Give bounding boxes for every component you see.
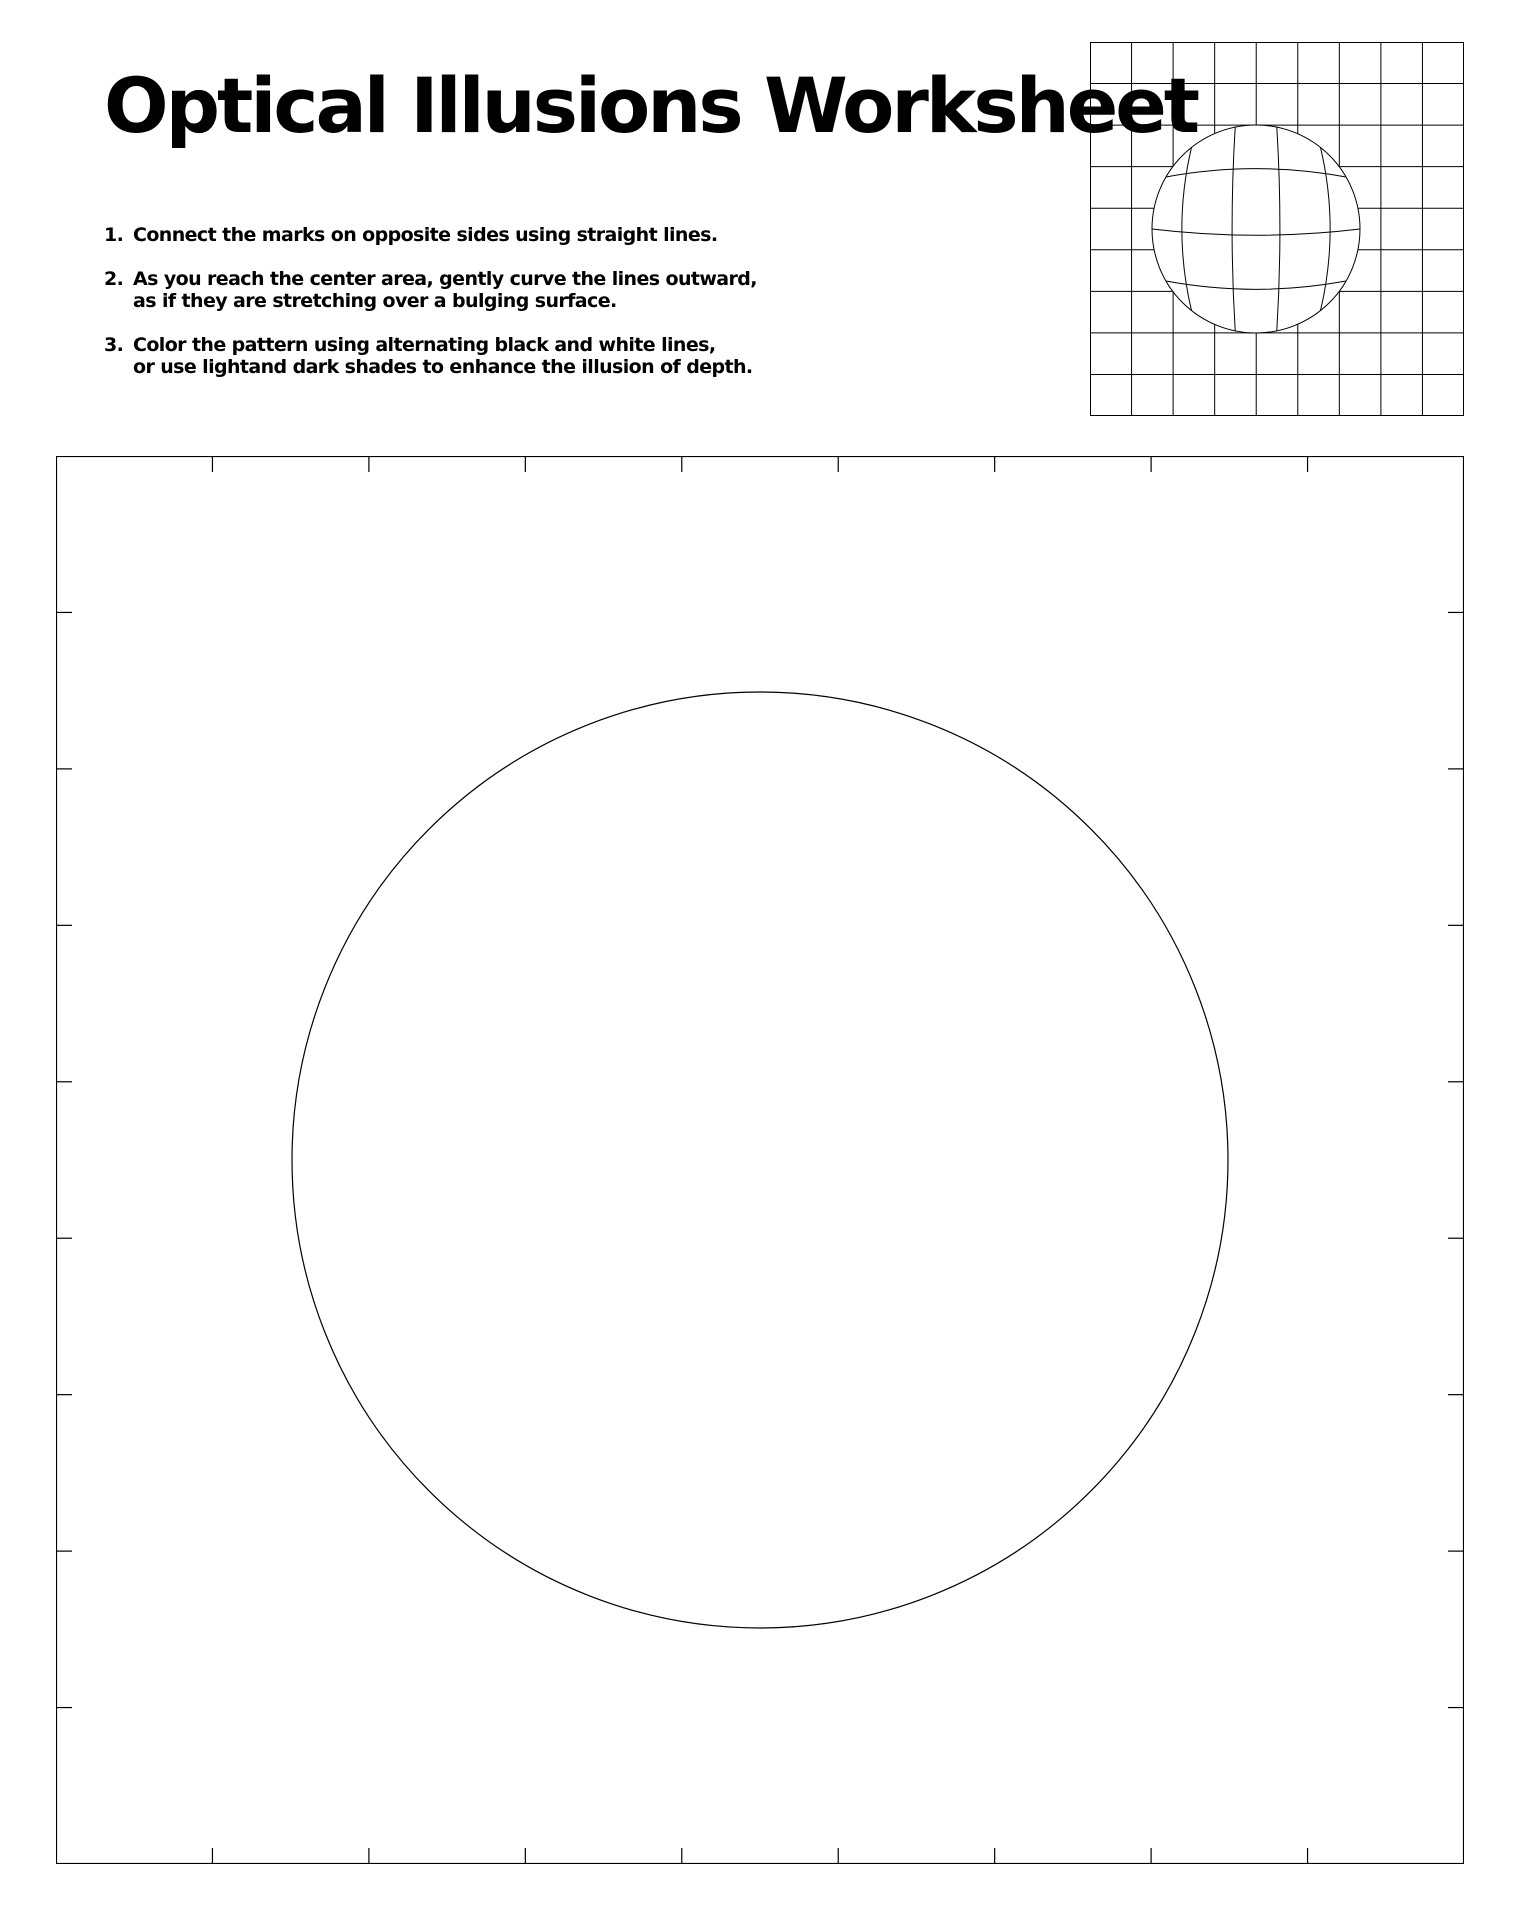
instruction-item [104,224,784,246]
instruction-text: As you reach the center area, gently curve the lines outward, as if they are stretching over a bulging surface. [133,268,757,312]
drawing-border [57,457,1464,1864]
instruction-text: Color the pattern using alternating black and white lines, or use lightand dark shades to enhance the illusion of depth. [133,334,753,378]
instruction-number: 1. [104,224,124,246]
instruction-number: 2. [104,268,124,290]
page-title: Optical Illusions Worksheet [104,61,1198,150]
example-sphere-outline [1152,125,1360,333]
instruction-text: Connect the marks on opposite sides using straight lines. [133,224,718,246]
instruction-number: 3. [104,334,124,356]
drawing-area[interactable] [56,456,1464,1864]
example-bulge-grid [1090,42,1464,416]
instruction-item [104,268,784,312]
instruction-list [104,224,784,400]
instruction-item [104,334,784,378]
